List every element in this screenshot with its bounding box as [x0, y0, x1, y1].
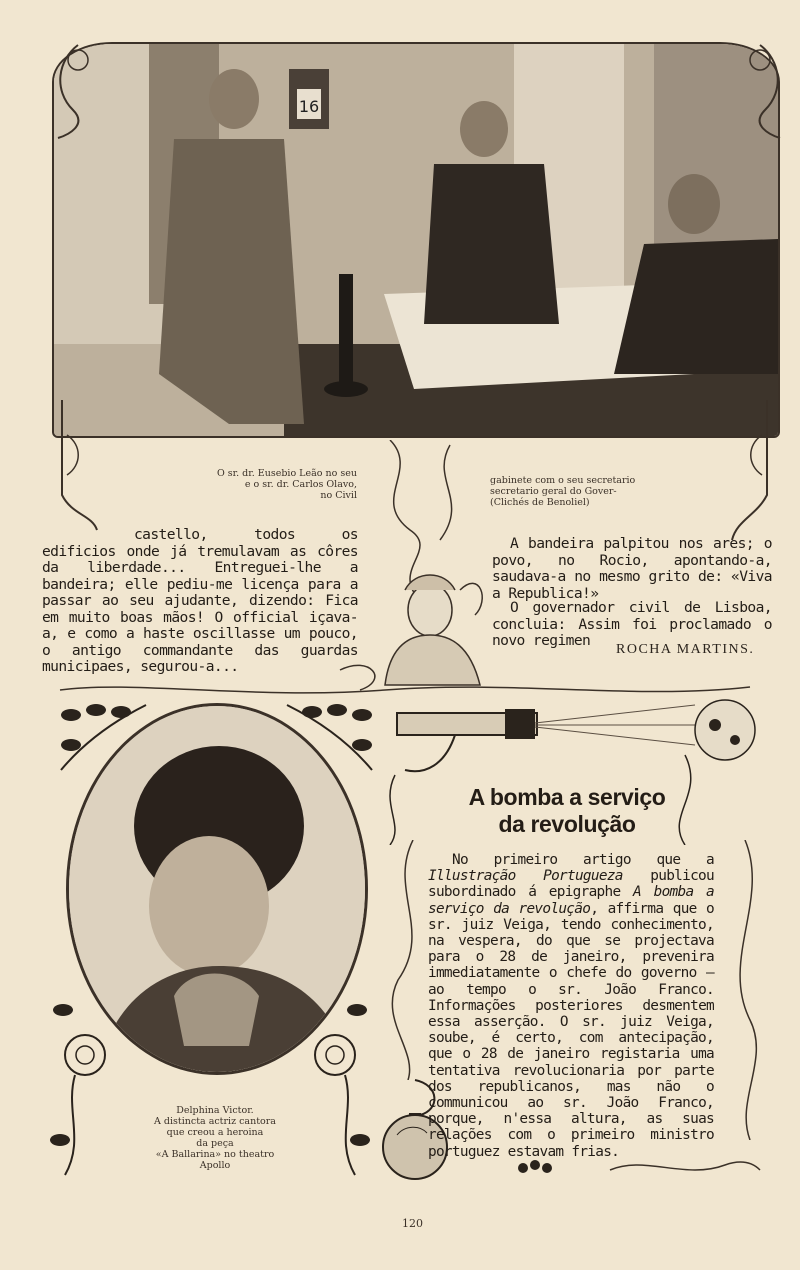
headline-line-1: A bomba a serviço — [468, 784, 666, 810]
article-text: No primeiro artigo que a — [452, 852, 714, 868]
right-column-paragraph-1: A bandeira palpitou nos ares; o povo, no Rocio, apontando-a, saudava-a no mesmo grito de: «Viva a Republica!» — [492, 535, 772, 602]
top-photograph — [52, 42, 780, 438]
article-headline — [460, 784, 674, 838]
fleuron-ornament — [515, 1158, 555, 1178]
page-number: 120 — [402, 1217, 423, 1230]
caption-line: O sr. dr. Eusebio Leão no seu — [216, 468, 357, 479]
caption-line: que creou a heroina — [166, 1127, 264, 1138]
ornament-corner-top-left — [48, 40, 108, 140]
article-body — [428, 852, 714, 1160]
caption-line: A distincta actriz cantora — [154, 1116, 276, 1127]
ornamental-tail — [605, 1150, 765, 1180]
ornament-ribbon-left — [52, 395, 112, 535]
caption-line: e o sr. dr. Carlos Olavo, — [244, 479, 357, 490]
calendar-number: 16 — [298, 97, 320, 116]
ornament-ribbon-right — [712, 395, 782, 545]
smoke-trail-right — [715, 840, 775, 1140]
portrait-caption — [130, 1105, 300, 1171]
caption-line: (Clichés de Benoliel) — [490, 497, 590, 508]
caption-line: secretario geral do Gover- — [490, 486, 617, 497]
author-signature: ROCHA MARTINS. — [616, 642, 755, 657]
caption-line: gabinete com o seu secretario — [490, 475, 636, 486]
caption-line: da peça — [196, 1138, 234, 1149]
right-column-paragraph-2: O governador civil de Lisboa, concluia: Assim foi proclamado o novo regimen — [492, 599, 772, 649]
journal-title: Illustração Portugueza — [428, 868, 623, 885]
caption-line: Apollo — [199, 1160, 231, 1171]
rose-ornament-right — [305, 1000, 375, 1180]
caption-line: «A Ballarina» no theatro — [155, 1149, 275, 1160]
headline-line-2: da revolução — [498, 811, 636, 837]
caption-line: no Civil — [320, 490, 357, 501]
caption-line: Delphina Victor. — [176, 1105, 254, 1116]
left-column-text: castello, todos os edificios onde já tremulavam as côres da liberdade... Entreguei-lhe a bandeira; elle pediu-me licença para a passar ao seu ajudante, dizendo: Fica em muito boas mãos! O official içava-a, e como a haste oscillasse um pouco, o antigo commandante das guardas municipaes, segurou-a... — [42, 526, 358, 675]
article-text: , affirma que o sr. juiz Veiga, tendo conhecimento, na vespera, do que se projectava para o 28 de janeiro, prevenira immediatamente o chefe do governo — ao tempo o sr. João Franco. Informações posteriores desmentem essa asserção. O sr. juiz Veiga, soube, é certo, com antecipação, que o 28 de janeiro registaria uma tentativa revolucionaria por parte dos republicanos, mas não o communicou ao sr. João Franco, porque, n'essa altura, as suas relações com o primeiro ministro portuguez estavam frias. — [428, 900, 714, 1160]
photo-caption-left — [150, 468, 357, 501]
ornament-corner-top-right — [730, 40, 790, 140]
rose-ornament-left — [45, 1000, 115, 1180]
article-text: publicou subordinado á epigraphe — [428, 868, 714, 901]
epigraph-title: A bomba a serviço da revolução — [428, 884, 714, 917]
